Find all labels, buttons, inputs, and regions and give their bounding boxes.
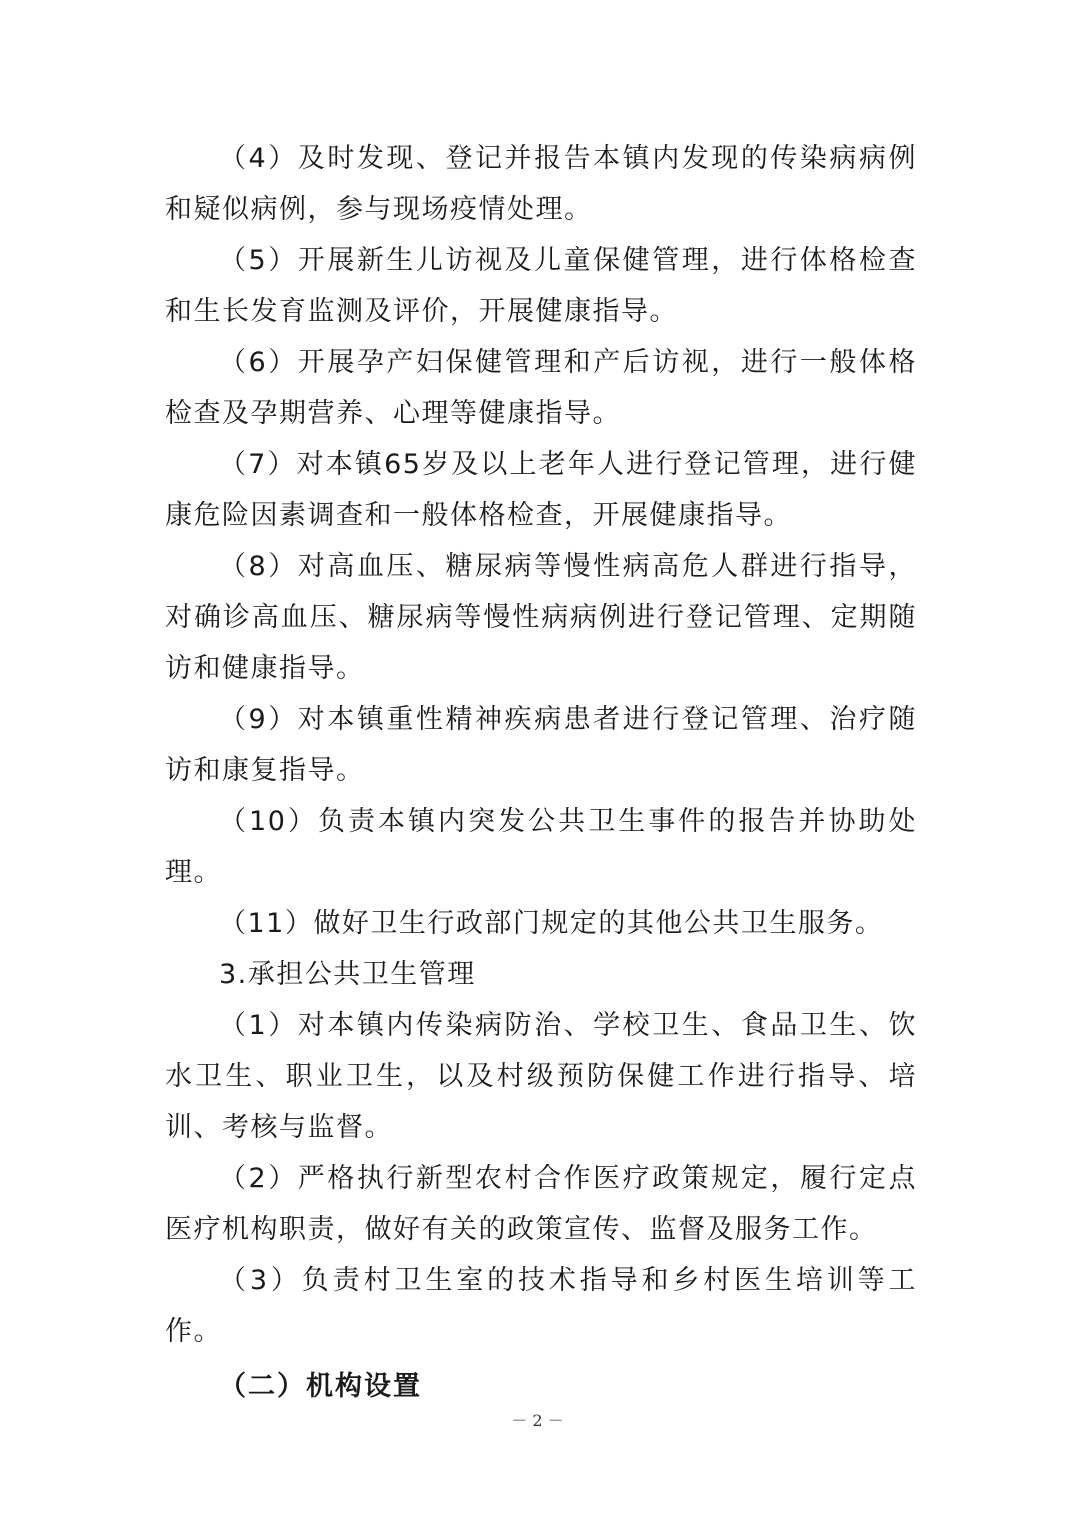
section-heading: （二）机构设置	[219, 1371, 422, 1402]
document-body	[165, 133, 917, 1412]
paragraph-item-4: （4）及时发现、登记并报告本镇内发现的传染病病例和疑似病例，参与现场疫情处理。	[165, 143, 917, 225]
paragraph-management-1: （1）对本镇内传染病防治、学校卫生、食品卫生、饮水卫生、职业卫生，以及村级预防保健工作进行指导、培训、考核与监督。	[165, 1010, 917, 1143]
paragraph-item-10: （10）负责本镇内突发公共卫生事件的报告并协助处理。	[165, 806, 917, 888]
page-number: － 2 －	[511, 1411, 564, 1430]
paragraph-item-5: （5）开展新生儿访视及儿童保健管理，进行体格检查和生长发育监测及评价，开展健康指导。	[165, 245, 917, 327]
paragraph-management-2: （2）严格执行新型农村合作医疗政策规定，履行定点医疗机构职责，做好有关的政策宣传、监督及服务工作。	[165, 1163, 917, 1245]
paragraph-item-9: （9）对本镇重性精神疾病患者进行登记管理、治疗随访和康复指导。	[165, 704, 917, 786]
paragraph-item-8: （8）对高血压、糖尿病等慢性病高危人群进行指导，对确诊高血压、糖尿病等慢性病病例进行登记管理、定期随访和健康指导。	[165, 551, 917, 684]
paragraph-item-7: （7）对本镇65岁及以上老年人进行登记管理，进行健康危险因素调查和一般体格检查，开展健康指导。	[165, 449, 917, 531]
paragraph-management-3: （3）负责村卫生室的技术指导和乡村医生培训等工作。	[165, 1265, 917, 1347]
paragraph-item-6: （6）开展孕产妇保健管理和产后访视，进行一般体格检查及孕期营养、心理等健康指导。	[165, 347, 917, 429]
subsection-title: 3.承担公共卫生管理	[219, 959, 476, 990]
paragraph-item-11: （11）做好卫生行政部门规定的其他公共卫生服务。	[219, 908, 884, 939]
